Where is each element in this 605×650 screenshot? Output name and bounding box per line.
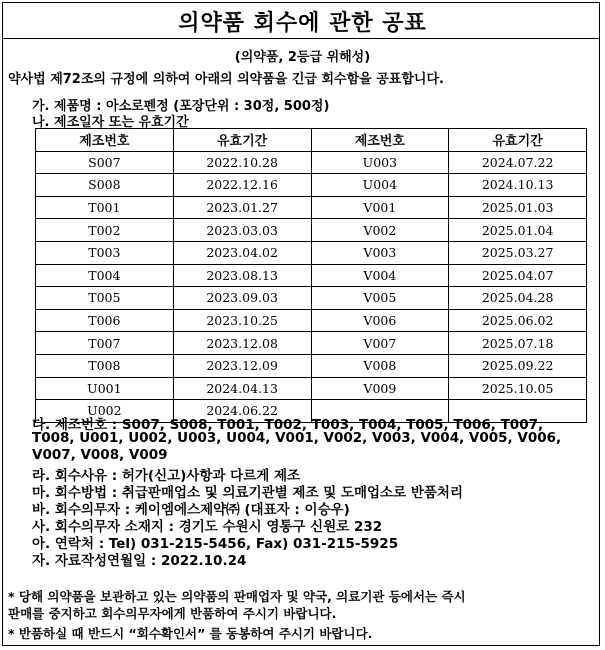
expiry-date-cell: 2024.04.13	[173, 377, 311, 400]
expiry-date-cell: 2023.01.27	[173, 196, 311, 219]
date-heading-line: 나. 제조일자 또는 유효기간	[32, 115, 189, 130]
lot-number-cell: V002	[311, 219, 449, 242]
lot-number-cell: T007	[36, 332, 174, 355]
expiry-date-cell: 2025.10.05	[449, 377, 587, 400]
table-row	[36, 309, 587, 332]
header-expiry-date: 유효기간	[449, 129, 587, 152]
table-row	[36, 196, 587, 219]
expiry-date-cell: 2024.07.22	[449, 151, 587, 174]
obligor-address: 사. 회수의무자 소재지 : 경기도 수원시 영통구 신원로 232	[32, 519, 383, 535]
expiry-date-cell: 2022.10.28	[173, 151, 311, 174]
table-row	[36, 332, 587, 355]
lot-number-cell: V005	[311, 287, 449, 310]
expiry-date-cell: 2023.10.25	[173, 309, 311, 332]
lot-number-cell: S007	[36, 151, 174, 174]
header-lot-number: 제조번호	[311, 129, 449, 152]
lot-number-cell: V003	[311, 241, 449, 264]
table-row	[36, 264, 587, 287]
lot-number-cell: V008	[311, 354, 449, 377]
table-row	[36, 354, 587, 377]
table-row	[36, 287, 587, 310]
expiry-date-cell: 2023.03.03	[173, 219, 311, 242]
expiry-date-cell: 2025.01.04	[449, 219, 587, 242]
lot-number-cell: V009	[311, 377, 449, 400]
notice-subtitle: (의약품, 2등급 위해성)	[234, 50, 371, 65]
expiry-date-cell: 2025.04.07	[449, 264, 587, 287]
table-row	[36, 219, 587, 242]
lot-number-cell: V007	[311, 332, 449, 355]
expiry-date-cell: 2025.07.18	[449, 332, 587, 355]
lot-expiry-table	[35, 128, 587, 423]
product-name-line: 가. 제품명 : 아소로펜정 (포장단위 : 30정, 500정)	[32, 99, 330, 114]
lot-number-cell: T002	[36, 219, 174, 242]
lot-number-cell: U003	[311, 151, 449, 174]
expiry-date-cell: 2023.12.09	[173, 354, 311, 377]
lot-number-cell: T005	[36, 287, 174, 310]
lot-number-cell: U004	[311, 174, 449, 197]
lot-number-cell: U001	[36, 377, 174, 400]
recall-method: 마. 회수방법 : 취급판매업소 및 의료기관별 제조 및 도매업소로 반품처리	[32, 485, 464, 501]
expiry-date-cell: 2025.01.03	[449, 196, 587, 219]
expiry-date-cell: 2024.06.22	[173, 400, 311, 423]
lot-number-cell: V004	[311, 264, 449, 287]
expiry-date-cell: 2023.04.02	[173, 241, 311, 264]
table-row	[36, 151, 587, 174]
table-row	[36, 241, 587, 264]
table-row	[36, 174, 587, 197]
title-divider	[2, 38, 600, 39]
expiry-date-cell: 2023.08.13	[173, 264, 311, 287]
table-row	[36, 377, 587, 400]
expiry-date-cell: 2024.10.13	[449, 174, 587, 197]
expiry-date-cell: 2025.03.27	[449, 241, 587, 264]
expiry-date-cell: 2023.09.03	[173, 287, 311, 310]
header-expiry-date: 유효기간	[173, 129, 311, 152]
lot-number-cell: T003	[36, 241, 174, 264]
intro-text: 약사법 제72조의 규정에 의하여 아래의 의약품을 긴급 회수함을 공표합니다.	[8, 72, 444, 87]
lot-number-cell: V001	[311, 196, 449, 219]
expiry-date-cell: 2025.09.22	[449, 354, 587, 377]
lot-number-cell: T004	[36, 264, 174, 287]
notice-note-1: * 당해 의약품을 보관하고 있는 의약품의 판매업자 및 약국, 의료기관 등에서는 즉시	[8, 589, 466, 604]
header-lot-number: 제조번호	[36, 129, 174, 152]
recall-reason: 라. 회수사유 : 허가(신고)사항과 다르게 제조	[32, 468, 301, 484]
written-date: 자. 자료작성연월일 : 2022.10.24	[32, 553, 247, 569]
lot-number-cell: S008	[36, 174, 174, 197]
contact-info: 아. 연락처 : Tel) 031-215-5456, Fax) 031-215-5925	[32, 536, 399, 552]
lot-number-cell: V006	[311, 309, 449, 332]
lot-number-cell: T001	[36, 196, 174, 219]
lot-number-cell: U002	[36, 400, 174, 423]
expiry-date-cell: 2023.12.08	[173, 332, 311, 355]
table-header-row	[36, 129, 587, 152]
lot-numbers-line-2: T008, U001, U002, U003, U004, V001, V002, V003, V004, V005, V006,	[32, 430, 562, 446]
expiry-date-cell: 2025.04.28	[449, 287, 587, 310]
recall-obligor: 바. 회수의무자 : 케이엠에스제약㈜ (대표자 : 이승우)	[32, 502, 350, 518]
expiry-date-cell: 2022.12.16	[173, 174, 311, 197]
lot-number-cell: T008	[36, 354, 174, 377]
notice-title: 의약품 회수에 관한 공표	[178, 11, 427, 36]
expiry-date-cell: 2025.06.02	[449, 309, 587, 332]
notice-note-2: 판매를 중지하고 회수의무자에게 반품하여 주시기 바랍니다.	[8, 606, 337, 621]
lot-numbers-line-3: V007, V008, V009	[32, 447, 168, 463]
lot-numbers-line-1: 다. 제조번호 : S007, S008, T001, T002, T003, T004, T005, T006, T007,	[32, 417, 544, 433]
notice-note-3: * 반품하실 때 반드시 “회수확인서” 를 동봉하여 주시기 바랍니다.	[8, 626, 373, 641]
lot-number-cell: T006	[36, 309, 174, 332]
